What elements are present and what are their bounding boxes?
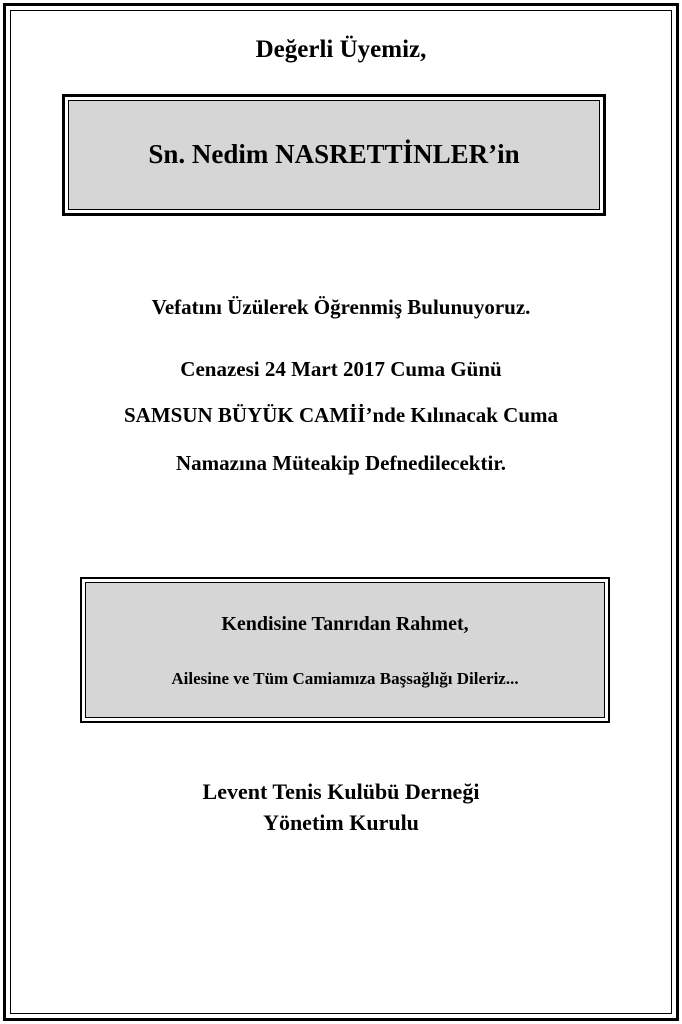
condolence-line-1: Kendisine Tanrıdan Rahmet, [221,613,469,635]
message-line-2: Cenazesi 24 Mart 2017 Cuma Günü [180,357,502,381]
message-line-4: Namazına Müteakip Defnedilecektir. [176,451,506,475]
greeting: Değerli Üyemiz, [255,36,427,63]
deceased-name: Sn. Nedim NASRETTİNLER’in [148,139,520,169]
condolence-line-2: Ailesine ve Tüm Camiamıza Başsağlığı Dileriz... [171,669,519,688]
name-box-fill [68,100,600,210]
message-line-3: SAMSUN BÜYÜK CAMİİ’nde Kılınacak Cuma [123,403,559,427]
message-line-1: Vefatını Üzülerek Öğrenmiş Bulunuyoruz. [151,295,531,319]
name-box [62,94,606,216]
signature-board: Yönetim Kurulu [263,810,419,835]
signature-organization: Levent Tenis Kulübü Derneği [202,779,480,804]
condolence-box-fill [85,582,605,718]
condolence-box [80,577,610,723]
